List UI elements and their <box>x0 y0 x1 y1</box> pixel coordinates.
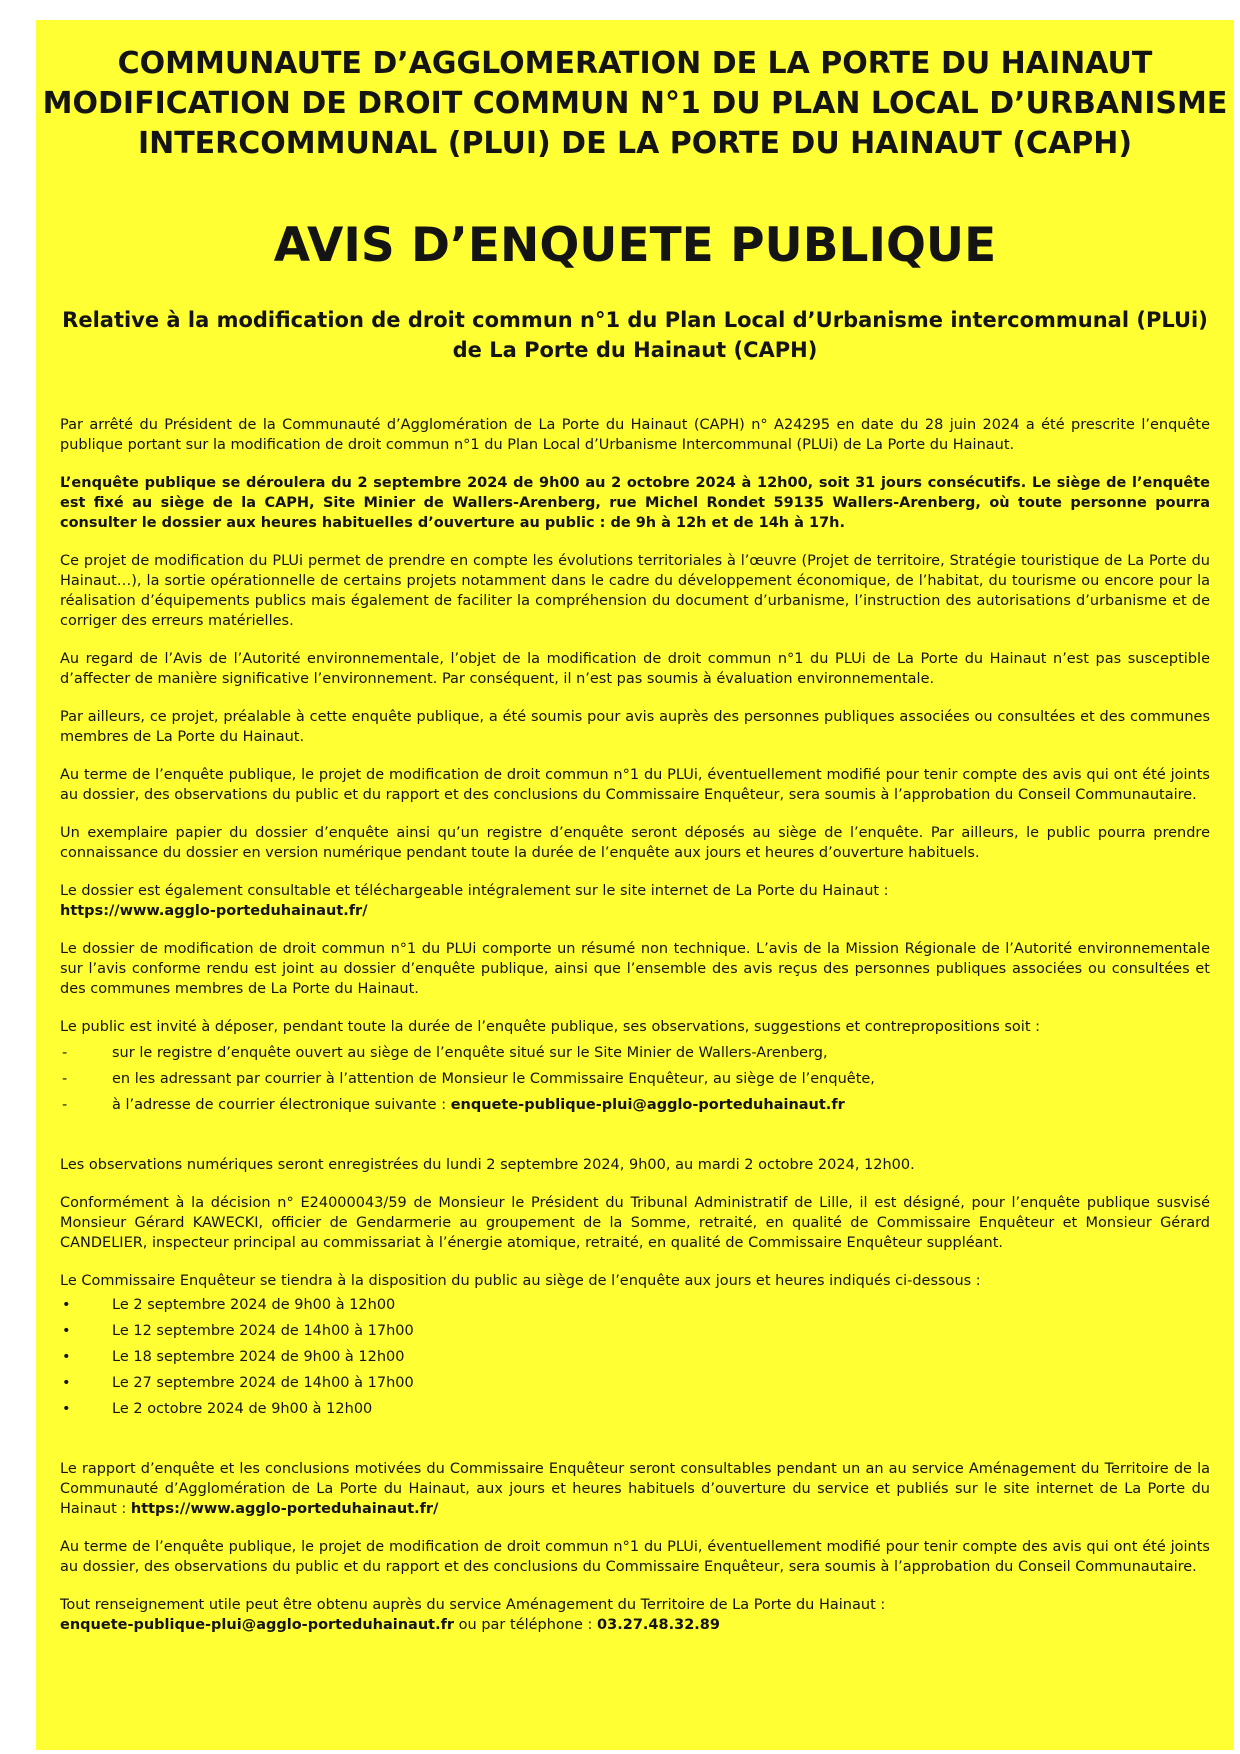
paragraph-terme-enquete-2: Au terme de l’enquête publique, le projet de modification de droit commun n°1 du PLUi, éventuellement modifié pour tenir compte des avis qui ont été joints au dossier, des observations du public et du rapport et des conclusions du Commissaire Enquêteur, sera soumis à l’approbation du Conseil Communautaire. <box>60 1539 1210 1575</box>
email-link[interactable]: enquete-publique-plui@agglo-porteduhainaut.fr <box>450 1097 845 1113</box>
contact-email-link[interactable]: enquete-publique-plui@agglo-porteduhainaut.fr <box>60 1617 455 1633</box>
paragraph-dossier-consultable <box>60 881 1210 921</box>
paragraph-permanences-intro: Le Commissaire Enquêteur se tiendra à la disposition du public au siège de l’enquête aux jours et heures indiqués ci-dessous : <box>60 1273 981 1289</box>
option-registre: sur le registre d’enquête ouvert au siège de l’enquête situé sur le Site Minier de Wallers-Arenberg, <box>112 1045 828 1061</box>
list-item <box>60 1295 1210 1315</box>
paragraph-rapport <box>60 1459 1210 1519</box>
subtitle <box>36 305 1234 365</box>
list-item <box>60 1373 1210 1393</box>
paragraph-personnes-publiques: Par ailleurs, ce projet, préalable à cette enquête publique, a été soumis pour avis auprès des personnes publiques associées ou consultées et des communes membres de La Porte du Hainaut. <box>60 709 1210 745</box>
dash-marker: - <box>62 1097 68 1113</box>
subtitle-line-2: de La Porte du Hainaut (CAPH) <box>452 338 818 362</box>
bullet-marker: • <box>62 1297 71 1313</box>
paragraph-dates-siege: L’enquête publique se déroulera du 2 septembre 2024 de 9h00 au 2 octobre 2024 à 12h00, soit 31 jours consécutifs. Le siège de l’enquête est fixé au siège de la CAPH, Site Minier de Wallers-Arenberg, rue Michel Rondet 59135 Wallers-Arenberg, où toute personne pourra consulter le dossier aux heures habituelles d’ouverture au public : de 9h à 12h et de 14h à 17h. <box>60 475 1210 531</box>
list-item <box>60 1399 1210 1419</box>
bullet-marker: • <box>62 1323 71 1339</box>
subtitle-line-1: Relative à la modification de droit commun n°1 du Plan Local d’Urbanisme intercommunal (PLUi) <box>62 308 1208 332</box>
paragraph-resume: Le dossier de modification de droit commun n°1 du PLUi comporte un résumé non technique. L’avis de la Mission Régionale de l’Autorité environnementale sur l’avis conforme rendu est joint au dossier d’enquête publique, ainsi que l’ensemble des avis reçus des personnes publiques associées ou consultées et des communes membres de La Porte du Hainaut. <box>60 941 1210 997</box>
list-item <box>60 1069 1210 1089</box>
deposit-options-list <box>60 1043 1210 1115</box>
header-block <box>36 44 1234 164</box>
page-title: AVIS D’ENQUETE PUBLIQUE <box>273 218 997 273</box>
paragraph-exemplaire-papier: Un exemplaire papier du dossier d’enquête ainsi qu’un registre d’enquête seront déposés au siège de l’enquête. Par ailleurs, le public pourra prendre connaissance du dossier en version numérique pendant toute la durée de l’enquête aux jours et heures d’ouverture habituels. <box>60 825 1210 861</box>
paragraph-arrete: Par arrêté du Président de la Communauté d’Agglomération de La Porte du Hainaut (CAPH) n° A24295 en date du 28 juin 2024 a été prescrite l’enquête publique portant sur la modification de droit commun n°1 du Plan Local d’Urbanisme Intercommunal (PLUi) de La Porte du Hainaut. <box>60 417 1210 453</box>
option-email-text: à l’adresse de courrier électronique suivante : <box>112 1097 451 1113</box>
permanence-date: Le 27 septembre 2024 de 14h00 à 17h00 <box>112 1375 414 1391</box>
list-item <box>60 1095 1210 1115</box>
list-item <box>60 1321 1210 1341</box>
dash-marker: - <box>62 1071 68 1087</box>
list-item <box>60 1043 1210 1063</box>
rapport-text: Le rapport d’enquête et les conclusions motivées du Commissaire Enquêteur seront consultables pendant un an au service Aménagement du Territoire de la Communauté d’Agglomération de La Porte du Hainaut, aux jours et heures habituels d’ouverture du service et publiés sur le site internet de La Porte du Hainaut : <box>60 1461 1210 1517</box>
dash-marker: - <box>62 1045 68 1061</box>
list-item <box>60 1347 1210 1367</box>
dossier-consultable-text: Le dossier est également consultable et téléchargeable intégralement sur le site internet de La Porte du Hainaut : <box>60 883 889 899</box>
option-courrier: en les adressant par courrier à l’attention de Monsieur le Commissaire Enquêteur, au siège de l’enquête, <box>112 1071 875 1087</box>
header-line-2: MODIFICATION DE DROIT COMMUN N°1 DU PLAN LOCAL D’URBANISME <box>42 86 1228 121</box>
notice-body <box>60 415 1210 1653</box>
bullet-marker: • <box>62 1375 71 1391</box>
header-line-1: COMMUNAUTE D’AGGLOMERATION DE LA PORTE DU HAINAUT <box>117 46 1153 81</box>
notice-page <box>36 20 1234 1750</box>
paragraph-terme-enquete: Au terme de l’enquête publique, le projet de modification de droit commun n°1 du PLUi, éventuellement modifié pour tenir compte des avis qui ont été joints au dossier, des observations du public et du rapport et des conclusions du Commissaire Enquêteur, sera soumis à l’approbation du Conseil Communautaire. <box>60 767 1210 803</box>
permanence-date: Le 2 octobre 2024 de 9h00 à 12h00 <box>112 1401 373 1417</box>
paragraph-designation-commissaire: Conformément à la décision n° E24000043/59 de Monsieur le Président du Tribunal Administratif de Lille, il est désigné, pour l’enquête publique susvisé Monsieur Gérard KAWECKI, officier de Gendarmerie au groupement de la Somme, retraité, en qualité de Commissaire Enquêteur et Monsieur Gérard CANDELIER, inspecteur principal au commissariat à l’énergie atomique, retraité, en qualité de Commissaire Enquêteur suppléant. <box>60 1195 1210 1251</box>
renseignement-text: Tout renseignement utile peut être obtenu auprès du service Aménagement du Territoire de La Porte du Hainaut : <box>60 1597 886 1613</box>
permanences-list <box>60 1295 1210 1419</box>
paragraph-observations-numeriques: Les observations numériques seront enregistrées du lundi 2 septembre 2024, 9h00, au mardi 2 octobre 2024, 12h00. <box>60 1157 915 1173</box>
paragraph-renseignement <box>60 1595 1210 1635</box>
permanence-date: Le 2 septembre 2024 de 9h00 à 12h00 <box>112 1297 396 1313</box>
header-line-3: INTERCOMMUNAL (PLUI) DE LA PORTE DU HAINAUT (CAPH) <box>137 126 1133 161</box>
contact-phone[interactable]: 03.27.48.32.89 <box>597 1617 720 1633</box>
website-link[interactable]: https://www.agglo-porteduhainaut.fr/ <box>130 1501 439 1517</box>
paragraph-projet: Ce projet de modification du PLUi permet de prendre en compte les évolutions territoriales à l’œuvre (Projet de territoire, Stratégie touristique de La Porte du Hainaut…), la sortie opérationnelle de certains projets notamment dans le cadre du développement économique, de l’habitat, du tourisme ou encore pour la réalisation d’équipements publics mais également de faciliter la compréhension du document d’urbanisme, l’instruction des autorisations d’urbanisme et de corriger des erreurs matérielles. <box>60 553 1210 629</box>
bullet-marker: • <box>62 1349 71 1365</box>
contact-separator: ou par téléphone : <box>454 1617 598 1633</box>
bullet-marker: • <box>62 1401 71 1417</box>
permanence-date: Le 18 septembre 2024 de 9h00 à 12h00 <box>112 1349 405 1365</box>
paragraph-public-invite: Le public est invité à déposer, pendant toute la durée de l’enquête publique, ses observations, suggestions et contrepropositions soit : <box>60 1019 1040 1035</box>
permanence-date: Le 12 septembre 2024 de 14h00 à 17h00 <box>112 1323 414 1339</box>
website-link[interactable]: https://www.agglo-porteduhainaut.fr/ <box>60 903 368 919</box>
paragraph-autorite-environnementale: Au regard de l’Avis de l’Autorité environnementale, l’objet de la modification de droit commun n°1 du PLUi de La Porte du Hainaut n’est pas susceptible d’affecter de manière significative l’environnement. Par conséquent, il n’est pas soumis à évaluation environnementale. <box>60 651 1210 687</box>
